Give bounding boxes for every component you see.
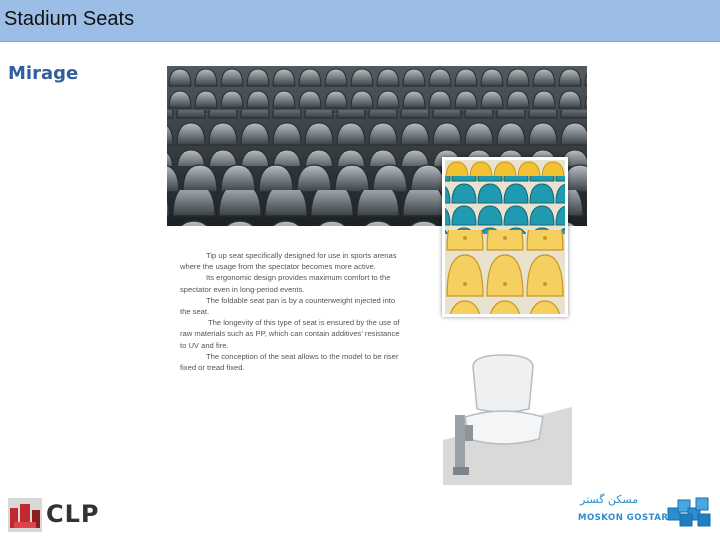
white-seat-illustration xyxy=(443,345,572,485)
description-line: spectator even in long-period events. xyxy=(180,284,305,294)
description-line: fixed or tread fixed. xyxy=(180,363,245,373)
description-line: The longevity of this type of seat is ensured by the use of xyxy=(208,318,400,328)
description-line: where the usage from the spectator becomes more active. xyxy=(180,262,376,272)
description-line: The foldable seat pan is by a counterweight injected into xyxy=(206,295,396,305)
clp-logo-text: CLP xyxy=(46,500,100,528)
product-description xyxy=(180,250,410,410)
clp-logo xyxy=(8,498,112,532)
white-seat-photo xyxy=(443,345,572,485)
cubes-icon xyxy=(666,494,712,528)
moskon-latin-text: MOSKON GOSTAR xyxy=(578,513,669,523)
colored-seats-photo xyxy=(442,157,568,317)
description-line: The conception of the seat allows to the model to be riser xyxy=(206,351,399,361)
description-line: Its ergonomic design provides maximum comfort to the xyxy=(206,273,391,283)
title-bar xyxy=(0,0,720,42)
model-name: Mirage xyxy=(8,63,79,84)
colored-seats-illustration xyxy=(445,160,565,314)
moskon-arabic-text: مسکن گستر xyxy=(580,493,639,506)
description-line: to UV and fire. xyxy=(180,340,229,350)
description-line: raw materials such as PP, which can contain additives' resistance xyxy=(180,329,400,339)
moskon-gostar-logo xyxy=(574,493,714,529)
description-line: Tip up seat specifically designed for use in sports arenas xyxy=(206,251,397,260)
description-line: the seat. xyxy=(180,307,210,317)
page-title: Stadium Seats xyxy=(4,8,135,30)
